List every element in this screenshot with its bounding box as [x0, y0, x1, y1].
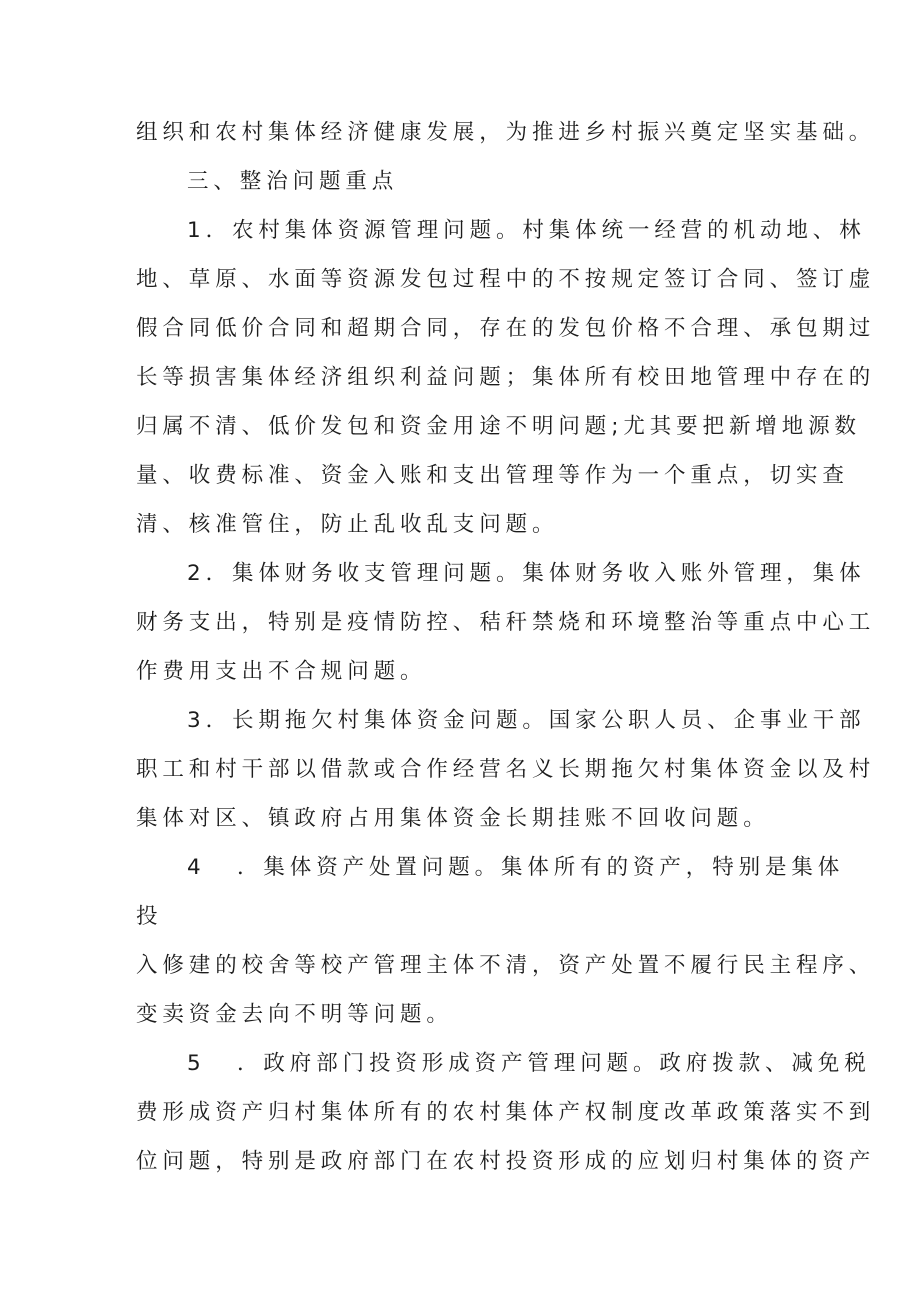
text-line-6: 长等损害集体经济组织利益问题；集体所有校田地管理中存在的 — [136, 365, 876, 390]
text-line-15: 集体对区、镇政府占用集体资金长期挂账不回收问题。 — [136, 806, 770, 831]
item-number-4: 4 — [187, 855, 206, 880]
text-line-16: ．集体资产处置问题。集体所有的资产，特别是集体 — [237, 855, 845, 880]
text-line-3: 1．农村集体资源管理问题。村集体统一经营的机动地、林 — [187, 218, 866, 243]
item-number-5: 5 — [187, 1051, 206, 1076]
text-line-22: 位问题，特别是政府部门在农村投资形成的应划归村集体的资产 — [136, 1149, 876, 1174]
text-line-1: 组织和农村集体经济健康发展，为推进乡村振兴奠定坚实基础。 — [136, 120, 876, 145]
text-line-8: 量、收费标准、资金入账和支出管理等作为一个重点，切实查 — [136, 463, 849, 488]
text-line-21: 费形成资产归村集体所有的农村集体产权制度改革政策落实不到 — [136, 1100, 876, 1125]
text-line-17: 投 — [136, 904, 163, 929]
text-line-5: 假合同低价合同和超期合同，存在的发包价格不合理、承包期过 — [136, 316, 876, 341]
text-line-9: 清、核准管住，防止乱收乱支问题。 — [136, 512, 559, 537]
text-line-12: 作费用支出不合规问题。 — [136, 659, 427, 684]
text-line-18: 入修建的校舍等校产管理主体不清，资产处置不履行民主程序、 — [136, 953, 876, 978]
text-line-14: 职工和村干部以借款或合作经营名义长期拖欠村集体资金以及村 — [136, 757, 876, 782]
section-heading: 三、整治问题重点 — [187, 169, 399, 194]
text-line-10: 2．集体财务收支管理问题。集体财务收入账外管理，集体 — [187, 561, 866, 586]
text-line-4: 地、草原、水面等资源发包过程中的不按规定签订合同、签订虚 — [136, 267, 876, 292]
text-line-11: 财务支出，特别是疫情防控、秸秆禁烧和环境整治等重点中心工 — [136, 610, 876, 635]
text-line-20: ．政府部门投资形成资产管理问题。政府拨款、减免税 — [237, 1051, 871, 1076]
text-line-13: 3．长期拖欠村集体资金问题。国家公职人员、企事业干部 — [187, 708, 866, 733]
text-line-7: 归属不清、低价发包和资金用途不明问题;尤其要把新增地源数 — [136, 414, 861, 439]
text-line-19: 变卖资金去向不明等问题。 — [136, 1002, 453, 1027]
